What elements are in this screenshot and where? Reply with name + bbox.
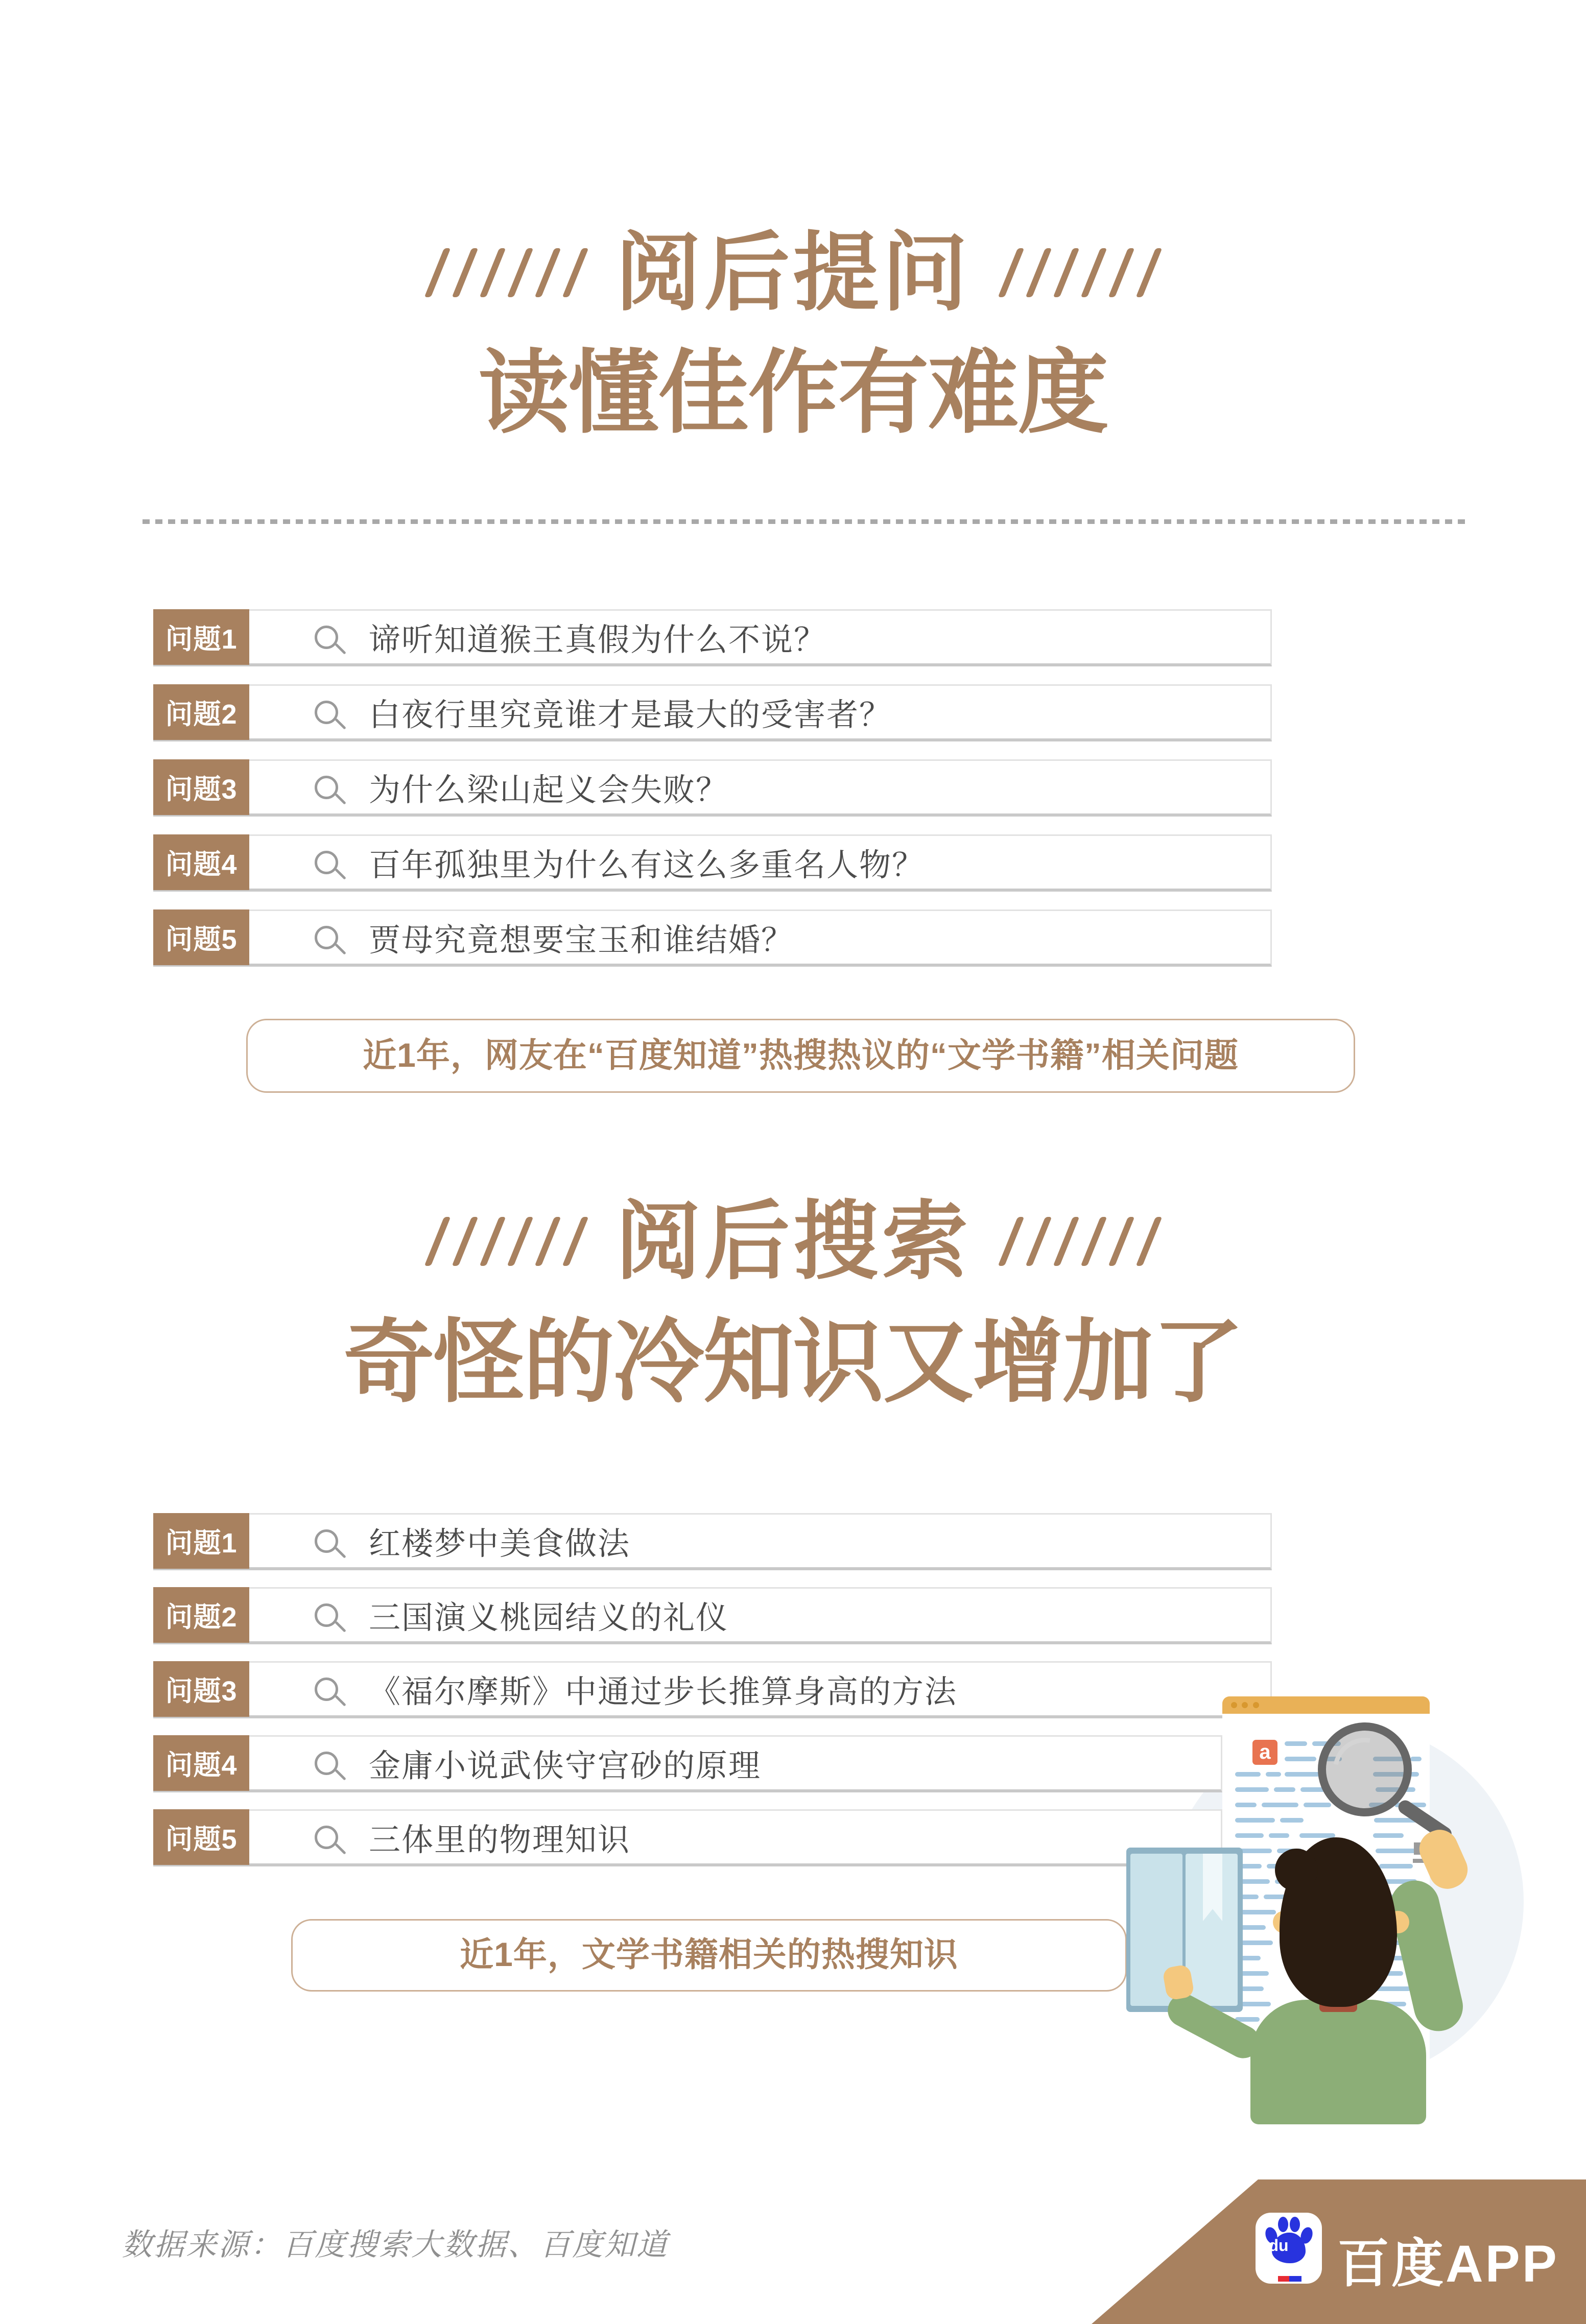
question-badge: 问题5	[153, 1809, 249, 1865]
slashes-left-icon	[434, 248, 579, 297]
question-badge: 问题3	[153, 1661, 249, 1717]
section1-title: 阅后提问	[615, 225, 971, 321]
search-row	[153, 1809, 1222, 1866]
search-row	[153, 609, 1272, 666]
search-icon	[315, 926, 338, 949]
search-row	[153, 1735, 1222, 1792]
search-bar	[249, 761, 1270, 813]
search-bar	[249, 611, 1270, 663]
question-badge: 问题4	[153, 834, 249, 890]
data-source-note: 数据来源：百度搜索大数据、百度知道	[122, 2227, 669, 2262]
search-bar	[249, 911, 1270, 964]
search-icon	[315, 1678, 338, 1701]
question-badge: 问题5	[153, 909, 249, 965]
article-a-icon: a	[1252, 1740, 1277, 1765]
question-badge: 问题2	[153, 1587, 249, 1643]
section2-caption: 近1年，文学书籍相关的热搜知识	[291, 1919, 1127, 1992]
search-bar	[249, 836, 1270, 889]
search-row	[153, 1513, 1272, 1570]
baidu-app-icon	[1256, 2213, 1322, 2284]
section2-subtitle: 奇怪的冷知识又增加了	[343, 1311, 1243, 1413]
titlebar-dot-icon	[1253, 1702, 1259, 1708]
search-icon	[315, 626, 338, 649]
query-text: 百年孤独里为什么有这么多重名人物？	[369, 848, 925, 883]
search-bar	[249, 1589, 1270, 1641]
query-text: 三国演义桃园结义的礼仪	[369, 1600, 729, 1636]
section2-title-row	[0, 1193, 1586, 1289]
query-text: 为什么梁山起义会失败？	[369, 773, 729, 808]
search-row	[153, 684, 1272, 741]
search-row	[153, 1587, 1272, 1644]
query-text: 金庸小说武侠守宫砂的原理	[369, 1748, 762, 1784]
question-badge: 问题1	[153, 609, 249, 665]
search-bar	[249, 686, 1270, 738]
search-bar	[249, 1515, 1270, 1567]
question-badge: 问题2	[153, 684, 249, 740]
section2-title: 阅后搜索	[615, 1193, 971, 1289]
search-icon	[315, 851, 338, 874]
search-bar	[249, 1663, 1270, 1715]
query-text: 贾母究竟想要宝玉和谁结婚？	[369, 923, 794, 958]
search-row	[153, 1661, 1272, 1718]
question-badge: 问题4	[153, 1735, 249, 1791]
query-text: 三体里的物理知识	[369, 1823, 631, 1858]
magnifier-lens-icon	[1318, 1722, 1412, 1816]
search-icon	[315, 1529, 338, 1553]
search-row	[153, 834, 1272, 892]
section1-title-row	[0, 225, 1586, 321]
search-icon	[315, 1752, 338, 1775]
search-icon	[315, 1826, 338, 1849]
slashes-right-icon	[1008, 1217, 1152, 1266]
baidu-app-wordmark: 百度APP	[1337, 2235, 1559, 2293]
search-bar	[249, 1737, 1221, 1789]
browser-titlebar	[1222, 1696, 1430, 1714]
section1-caption: 近1年，网友在“百度知道”热搜热议的“文学书籍”相关问题	[246, 1019, 1355, 1093]
query-text: 《福尔摩斯》中通过步长推算身高的方法	[369, 1674, 958, 1710]
person-hair	[1275, 1849, 1318, 1891]
query-text: 红楼梦中美食做法	[369, 1526, 631, 1562]
person-body	[1250, 2000, 1426, 2124]
baidu-blue-bar	[1289, 2276, 1301, 2282]
titlebar-dot-icon	[1231, 1702, 1237, 1708]
slashes-right-icon	[1008, 248, 1152, 297]
baidu-du-label: du	[1268, 2236, 1289, 2255]
search-bar	[249, 1811, 1221, 1863]
section1-subtitle: 读懂佳作有难度	[478, 342, 1108, 444]
question-badge: 问题1	[153, 1513, 249, 1569]
titlebar-dot-icon	[1242, 1702, 1248, 1708]
search-icon	[315, 701, 338, 724]
lens-shine	[1321, 1726, 1409, 1814]
query-text: 谛听知道猴王真假为什么不说？	[369, 622, 827, 658]
question-badge: 问题3	[153, 759, 249, 815]
search-row	[153, 909, 1272, 967]
dashed-divider	[143, 519, 1466, 524]
search-icon	[315, 776, 338, 799]
query-text: 白夜行里究竟谁才是最大的受害者？	[369, 698, 892, 733]
baidu-red-bar	[1278, 2276, 1289, 2282]
search-icon	[315, 1603, 338, 1627]
search-row	[153, 759, 1272, 817]
slashes-left-icon	[434, 1217, 579, 1266]
